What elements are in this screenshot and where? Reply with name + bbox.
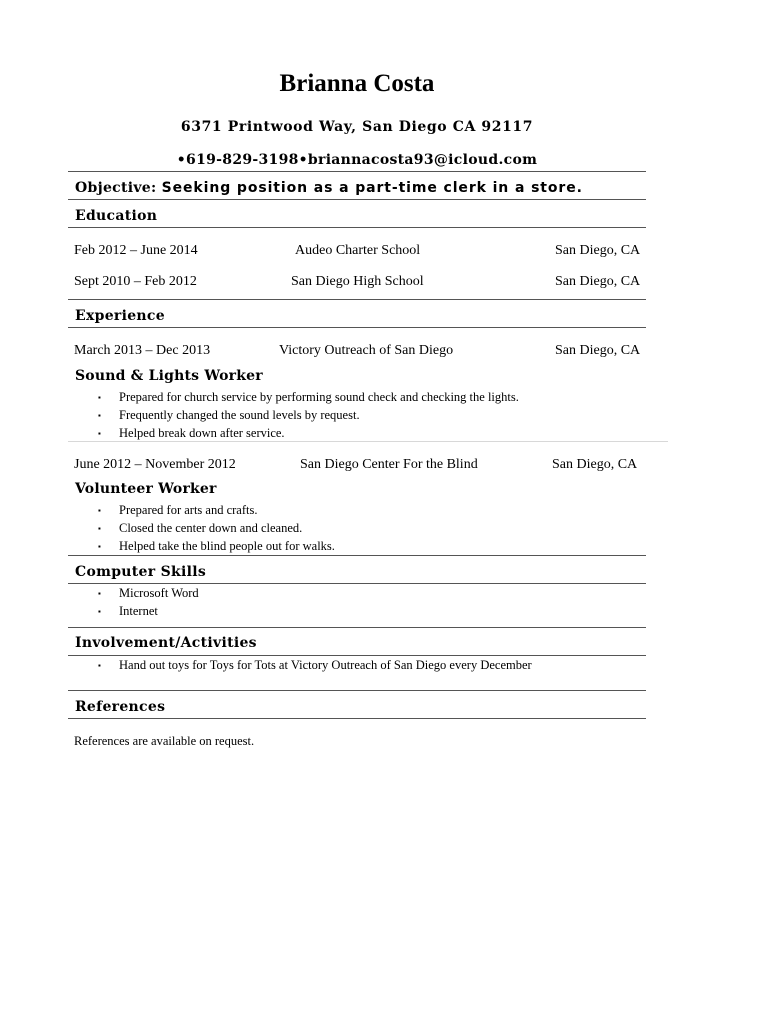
bullet-icon: ▪ xyxy=(98,506,101,515)
job-dates: March 2013 – Dec 2013 xyxy=(74,343,211,358)
education-school: Audeo Charter School xyxy=(295,243,421,258)
education-dates: Sept 2010 – Feb 2012 xyxy=(74,274,197,289)
resume-contact: •619-829-3198•briannacosta93@icloud.com xyxy=(176,152,538,168)
activities-list xyxy=(98,656,532,674)
bullet-icon: ▪ xyxy=(98,542,101,551)
objective-text: Seeking position as a part-time clerk in a store. xyxy=(161,180,583,196)
job-role: Sound & Lights Worker xyxy=(75,368,263,384)
skills-heading: Computer Skills xyxy=(75,564,207,580)
bullet-icon: ▪ xyxy=(98,429,101,438)
bullet-icon: ▪ xyxy=(98,393,101,402)
resume-address: 6371 Printwood Way, San Diego CA 92117 xyxy=(180,119,534,135)
list-item: ▪ Microsoft Word xyxy=(98,584,199,602)
list-item: ▪ Frequently changed the sound levels by request. xyxy=(98,406,519,424)
skills-list xyxy=(98,584,199,620)
experience-heading: Experience xyxy=(75,308,165,324)
divider xyxy=(68,690,646,691)
divider xyxy=(68,718,646,719)
divider xyxy=(68,199,646,200)
education-dates: Feb 2012 – June 2014 xyxy=(74,243,198,258)
activities-heading: Involvement/Activities xyxy=(75,635,257,651)
divider xyxy=(68,627,646,628)
divider xyxy=(68,327,646,328)
references-text: References are available on request. xyxy=(74,734,255,748)
education-heading: Education xyxy=(75,208,158,224)
bullet-icon: ▪ xyxy=(98,589,101,598)
list-item: ▪ Internet xyxy=(98,602,199,620)
list-item: ▪ Helped take the blind people out for walks. xyxy=(98,537,335,555)
bullet-icon: ▪ xyxy=(98,524,101,533)
list-item: ▪ Helped break down after service. xyxy=(98,424,519,442)
divider xyxy=(68,227,646,228)
job-organization: San Diego Center For the Blind xyxy=(300,457,478,472)
job-bullet-list xyxy=(98,501,335,555)
job-dates: June 2012 – November 2012 xyxy=(74,457,236,472)
bullet-icon: ▪ xyxy=(98,411,101,420)
divider xyxy=(68,441,668,442)
job-location: San Diego, CA xyxy=(555,343,641,358)
list-item: ▪ Hand out toys for Toys for Tots at Victory Outreach of San Diego every December xyxy=(98,656,532,674)
resume-name: Brianna Costa xyxy=(279,70,435,97)
job-role: Volunteer Worker xyxy=(75,481,217,497)
education-location: San Diego, CA xyxy=(555,243,641,258)
list-item: ▪ Closed the center down and cleaned. xyxy=(98,519,335,537)
job-bullet-list xyxy=(98,388,519,442)
divider xyxy=(68,555,646,556)
bullet-icon: ▪ xyxy=(98,607,101,616)
education-school: San Diego High School xyxy=(291,274,424,289)
education-location: San Diego, CA xyxy=(555,274,641,289)
bullet-icon: ▪ xyxy=(98,661,101,670)
job-organization: Victory Outreach of San Diego xyxy=(279,343,454,358)
list-item: ▪ Prepared for arts and crafts. xyxy=(98,501,335,519)
references-heading: References xyxy=(75,699,166,715)
list-item: ▪ Prepared for church service by performing sound check and checking the lights. xyxy=(98,388,519,406)
objective-label: Objective: xyxy=(75,180,162,196)
divider xyxy=(68,171,646,172)
divider xyxy=(68,299,646,300)
job-location: San Diego, CA xyxy=(552,457,638,472)
objective-line xyxy=(75,180,583,197)
